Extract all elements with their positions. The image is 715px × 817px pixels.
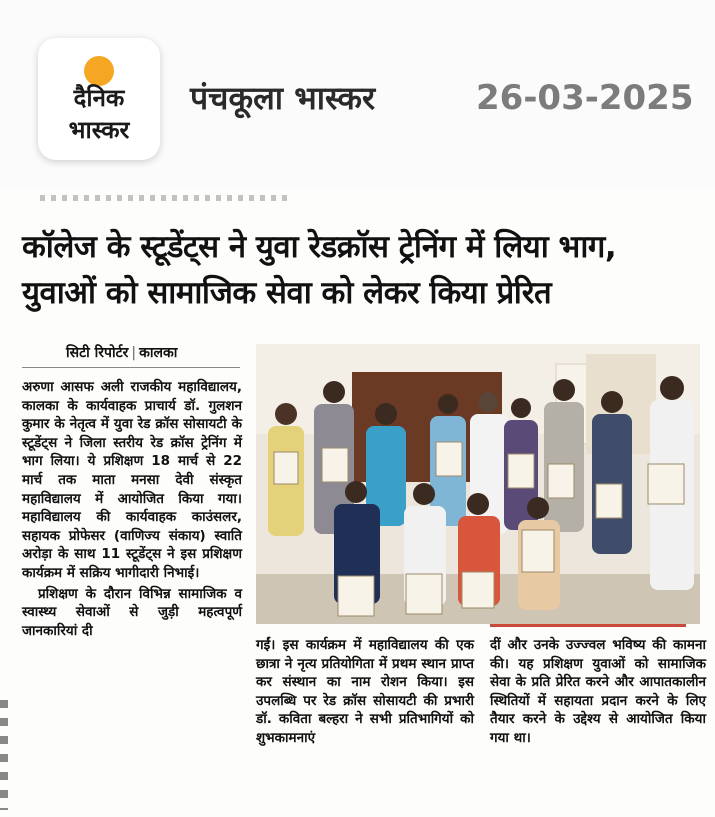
group-photo-illustration xyxy=(256,344,700,624)
headline-line-1: कॉलेज के स्टूडेंट्स ने युवा रेडक्रॉस ट्रेनिंग में लिया भाग, xyxy=(22,229,617,265)
article-column-1 xyxy=(22,378,242,642)
headline xyxy=(22,224,702,316)
article-column-2 xyxy=(256,636,474,750)
torn-edge xyxy=(40,195,290,201)
sun-icon xyxy=(84,56,114,86)
paragraph-2: प्रशिक्षण के दौरान विभिन्न सामाजिक व स्वास्थ्य सेवाओं से जुड़ी महत्वपूर्ण जानकारियां दी xyxy=(22,585,242,639)
byline-separator: | xyxy=(131,345,137,361)
adjacent-column-edge xyxy=(0,700,8,810)
photo-caption-rule xyxy=(490,624,686,627)
byline-reporter: सिटी रिपोर्टर xyxy=(66,345,129,361)
group-photo xyxy=(256,344,700,624)
byline xyxy=(66,343,177,362)
clipping-header xyxy=(0,0,715,190)
headline-line-2: युवाओं को सामाजिक सेवा को लेकर किया प्रेरित xyxy=(22,275,552,311)
dainik-bhaskar-logo xyxy=(38,38,160,160)
byline-divider xyxy=(22,367,240,368)
article-column-3 xyxy=(490,636,706,750)
logo-text-bhaskar: भास्कर xyxy=(68,116,130,144)
edition-name: पंचकूला भास्कर xyxy=(190,79,376,117)
publication-date: 26-03-2025 xyxy=(476,78,694,118)
paragraph-1: अरुणा आसफ अली राजकीय महाविद्यालय, कालका के कार्यवाहक प्राचार्य डॉ. गुलशन कुमार के नेतृत्व में युवा रेड क्रॉस सोसायटी के स्टूडेंट्स ने जिला स्तरीय रेड क्रॉस ट्रेनिंग में भाग लिया। ये प्रशिक्षण 18 मार्च से 22 मार्च तक माता मनसा देवी संस्कृत महाविद्यालय में आयोजित किया गया। महाविद्यालय की कार्यवाहक काउंसलर, सहायक प्रोफेसर (वाणिज्य संकाय) स्वाति अरोड़ा के साथ 11 स्टूडेंट्स ने इस प्रशिक्षण कार्यक्रम में सक्रिय भागीदारी निभाई। xyxy=(22,379,242,581)
paragraph-3: गईं। इस कार्यक्रम में महाविद्यालय की एक छात्रा ने नृत्य प्रतियोगिता में प्रथम स्थान प्राप्त कर संस्थान का नाम रोशन किया। इस उपलब्धि पर रेड क्रॉस सोसायटी की प्रभारी डॉ. कविता बल्हरा ने सभी प्रतिभागियों को शुभकामनाएं xyxy=(256,637,474,746)
byline-place: कालका xyxy=(139,345,178,361)
logo-text-dainik: दैनिक xyxy=(73,84,125,112)
paragraph-4: दीं और उनके उज्ज्वल भविष्य की कामना की। यह प्रशिक्षण युवाओं को सामाजिक सेवा के प्रति प्रेरित करने और आपातकालीन स्थितियों में सहायता प्रदान करने के लिए तैयार करने के उद्देश्य से आयोजित किया गया था। xyxy=(490,637,706,746)
